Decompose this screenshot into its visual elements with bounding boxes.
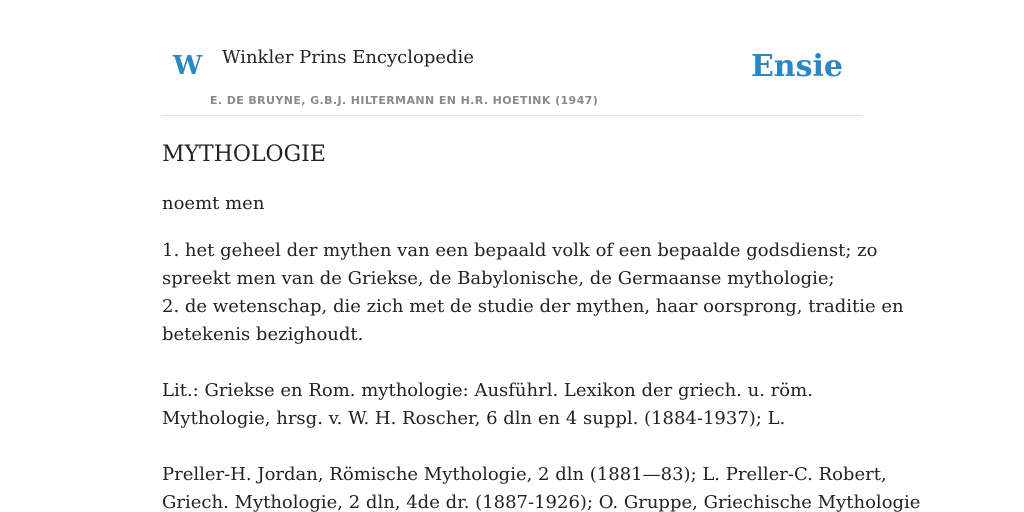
definition-line: 2. de wetenschap, die zich met de studie der mythen, haar oorsprong, traditie en	[162, 296, 904, 317]
definition-line: 1. het geheel der mythen van een bepaald volk of een bepaalde godsdienst; zo	[162, 240, 878, 261]
definition-line: betekenis bezighoudt.	[162, 324, 364, 345]
literature-line: Mythologie, hrsg. v. W. H. Roscher, 6 dln en 4 suppl. (1884-1937); L.	[162, 408, 786, 429]
literature-line: Griech. Mythologie, 2 dln, 4de dr. (1887-1926); O. Gruppe, Griechische Mythologie	[162, 492, 921, 512]
definitions-paragraph	[162, 237, 904, 349]
literature-line: Lit.: Griekse en Rom. mythologie: Ausführl. Lexikon der griech. u. röm.	[162, 380, 813, 401]
page	[162, 0, 921, 512]
source-header	[162, 0, 862, 116]
source-authors: E. DE BRUYNE, G.B.J. HILTERMANN EN H.R. HOETINK (1947)	[210, 94, 599, 107]
ensie-logo[interactable]: Ensie	[750, 49, 843, 84]
entry-content	[162, 140, 921, 512]
entry-intro: noemt men	[162, 193, 265, 214]
entry-title: MYTHOLOGIE	[162, 142, 326, 167]
source-title[interactable]: Winkler Prins Encyclopedie	[222, 47, 474, 68]
source-logo[interactable]: W	[173, 51, 203, 81]
definition-line: spreekt men van de Griekse, de Babylonische, de Germaanse mythologie;	[162, 268, 835, 289]
literature-paragraph	[162, 377, 862, 433]
literature-line: Preller-H. Jordan, Römische Mythologie, 2 dln (1881—83); L. Preller-C. Robert,	[162, 464, 887, 485]
literature-paragraph	[162, 461, 921, 512]
